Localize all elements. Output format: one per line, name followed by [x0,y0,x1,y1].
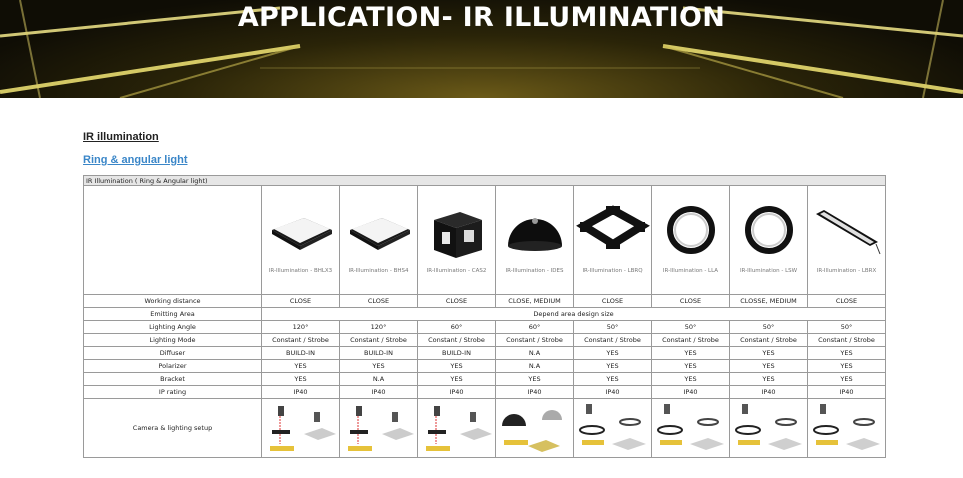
row-label: Working distance [84,295,262,308]
table-cell: IP40 [340,386,418,399]
table-row [84,308,886,321]
table-cell: BUILD-IN [418,347,496,360]
row-label: Lighting Mode [84,334,262,347]
flat-square-light-icon [342,200,416,262]
table-cell: BUILD-IN [340,347,418,360]
table-cell: YES [652,373,730,386]
table-row [84,386,886,399]
merged-cell: Depend area design size [262,308,886,321]
table-cell: 50° [574,321,652,334]
ir-illumination-spec-table [83,175,886,458]
table-cell: YES [496,373,574,386]
setup-diagram-icon [420,400,494,456]
product-cell [652,186,730,295]
row-label: Polarizer [84,360,262,373]
cube-light-icon [420,200,494,262]
table-cell: YES [574,360,652,373]
table-row [84,295,886,308]
product-cell [262,186,340,295]
product-cell [340,186,418,295]
table-cell: Constant / Strobe [340,334,418,347]
table-cell: IP40 [262,386,340,399]
section-heading[interactable]: IR illumination [83,131,159,143]
setup-cell [652,399,730,458]
table-cell: 50° [808,321,886,334]
table-cell: IP40 [652,386,730,399]
product-image-row [84,186,886,295]
setup-cell [574,399,652,458]
setup-cell [418,399,496,458]
table-cell: CLOSE, MEDIUM [496,295,574,308]
setup-diagram-icon [576,400,650,456]
table-caption: IR Illumination ( Ring & Angular light) [84,176,886,186]
table-cell: BUILD-IN [262,347,340,360]
ring-light-icon [654,200,728,262]
table-cell: Constant / Strobe [652,334,730,347]
square-bar-light-icon [576,200,650,262]
table-cell: YES [652,360,730,373]
product-cell [418,186,496,295]
product-name: IR-Illumination - LBRX [816,268,877,274]
table-row [84,347,886,360]
table-cell: YES [730,347,808,360]
table-cell: Constant / Strobe [730,334,808,347]
row-label: Lighting Angle [84,321,262,334]
table-cell: YES [418,373,496,386]
table-cell: 60° [496,321,574,334]
table-cell: YES [808,347,886,360]
table-cell: Constant / Strobe [574,334,652,347]
table-cell: Constant / Strobe [496,334,574,347]
setup-cell [730,399,808,458]
row-label: Camera & lighting setup [84,399,262,458]
product-name: IR-Illumination - LSW [739,268,798,274]
setup-diagram-icon [810,400,884,456]
header-banner [0,0,963,98]
setup-diagram-icon [732,400,806,456]
ring-light-icon [732,200,806,262]
table-cell: YES [808,373,886,386]
table-cell: YES [574,373,652,386]
table-row [84,360,886,373]
table-cell: CLOSE [340,295,418,308]
table-row [84,373,886,386]
table-cell: N.A [496,347,574,360]
setup-row [84,399,886,458]
table-cell: IP40 [574,386,652,399]
product-name: IR-Illumination - BHLX3 [268,268,333,274]
table-cell: IP40 [730,386,808,399]
product-cell [808,186,886,295]
setup-diagram-icon [498,400,572,456]
product-name: IR-Illumination - CAS2 [426,268,487,274]
table-cell: YES [808,360,886,373]
table-cell: CLOSE [418,295,496,308]
table-cell: N.A [340,373,418,386]
table-cell: 50° [730,321,808,334]
table-caption-row [84,176,886,186]
dome-light-icon [498,200,572,262]
table-cell: CLOSE [262,295,340,308]
setup-cell [340,399,418,458]
table-cell: CLOSE [574,295,652,308]
setup-diagram-icon [264,400,338,456]
product-cell [574,186,652,295]
table-row [84,321,886,334]
table-cell: YES [340,360,418,373]
table-cell: 50° [652,321,730,334]
setup-cell [496,399,574,458]
table-cell: YES [262,360,340,373]
table-cell: YES [418,360,496,373]
table-cell: YES [730,373,808,386]
table-cell: YES [574,347,652,360]
table-cell: N.A [496,360,574,373]
setup-diagram-icon [654,400,728,456]
product-name: IR-Illumination - IDES [505,268,564,274]
table-cell: CLOSE [808,295,886,308]
banner-title: APPLICATION- IR ILLUMINATION [237,2,726,33]
setup-cell [808,399,886,458]
table-cell: YES [262,373,340,386]
product-name: IR-Illumination - LLA [662,268,719,274]
subsection-link[interactable]: Ring & angular light [83,154,188,166]
table-cell: Constant / Strobe [418,334,496,347]
product-cell [496,186,574,295]
table-cell: CLOSSE, MEDIUM [730,295,808,308]
product-name: IR-Illumination - LBRQ [582,268,643,274]
table-cell: YES [652,347,730,360]
table-cell: Constant / Strobe [808,334,886,347]
table-cell: IP40 [496,386,574,399]
bar-light-icon [810,200,884,262]
table-cell: Constant / Strobe [262,334,340,347]
table-cell: 120° [340,321,418,334]
row-label: Bracket [84,373,262,386]
setup-diagram-icon [342,400,416,456]
table-cell: CLOSE [652,295,730,308]
product-name: IR-Illumination - BHS4 [348,268,409,274]
row-label: IP rating [84,386,262,399]
row-label: Emitting Area [84,308,262,321]
row-label: Diffuser [84,347,262,360]
flat-square-light-icon [264,200,338,262]
setup-cell [262,399,340,458]
product-cell [730,186,808,295]
table-cell: YES [730,360,808,373]
table-cell: 120° [262,321,340,334]
table-row [84,334,886,347]
table-cell: 60° [418,321,496,334]
product-image-label-cell [84,186,262,295]
table-cell: IP40 [418,386,496,399]
table-cell: IP40 [808,386,886,399]
